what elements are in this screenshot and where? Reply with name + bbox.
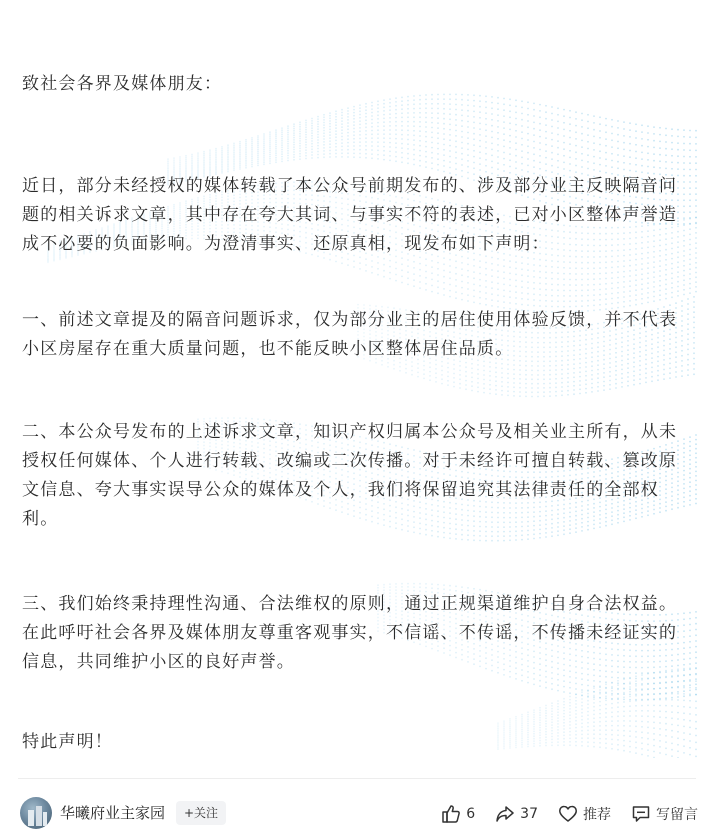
share-icon [495, 804, 515, 824]
divider [18, 778, 696, 779]
intro-paragraph: 近日，部分未经授权的媒体转载了本公众号前期发布的、涉及部分业主反映隔音问题的相关诉求文章，其中存在夸大其词、与事实不符的表述，已对小区整体声誉造成不必要的负面影响。为澄清事实、还原真相，现发布如下声明： [22, 176, 678, 254]
comment-button[interactable] [631, 804, 698, 824]
greeting-text: 致社会各界及媒体朋友： [22, 74, 223, 94]
recommend-label: 推荐 [583, 807, 611, 823]
like-count: 6 [466, 806, 476, 822]
recommend-button[interactable] [558, 804, 611, 824]
footer-bar [18, 794, 698, 832]
point-two-paragraph: 二、本公众号发布的上述诉求文章，知识产权归属本公众号及相关业主所有，从未授权任何媒体、个人进行转载、改编或二次传播。对于未经许可擅自转载、篡改原文信息、夸大事实误导公众的媒体及个人，我们将保留追究其法律责任的全部权利。 [22, 422, 678, 529]
heart-icon [558, 804, 578, 824]
article-image [18, 44, 698, 758]
avatar[interactable] [20, 797, 52, 829]
like-button[interactable] [441, 804, 475, 824]
closing-text: 特此声明！ [22, 732, 113, 752]
comment-icon [631, 804, 651, 824]
account-name[interactable]: 华曦府业主家园 [60, 804, 166, 822]
action-bar [421, 801, 698, 827]
comment-label: 写留言 [656, 807, 698, 823]
share-button[interactable] [495, 804, 538, 824]
share-count: 37 [520, 806, 538, 822]
point-one-paragraph: 一、前述文章提及的隔音问题诉求，仅为部分业主的居住使用体验反馈，并不代表小区房屋存在重大质量问题，也不能反映小区整体居住品质。 [22, 310, 678, 359]
point-three-paragraph: 三、我们始终秉持理性沟通、合法维权的原则，通过正规渠道维护自身合法权益。在此呼吁社会各界及媒体朋友尊重客观事实，不信谣、不传谣，不传播未经证实的信息，共同维护小区的良好声誉。 [22, 594, 678, 672]
follow-button[interactable]: +关注 [176, 801, 226, 825]
thumbs-up-icon [441, 804, 461, 824]
